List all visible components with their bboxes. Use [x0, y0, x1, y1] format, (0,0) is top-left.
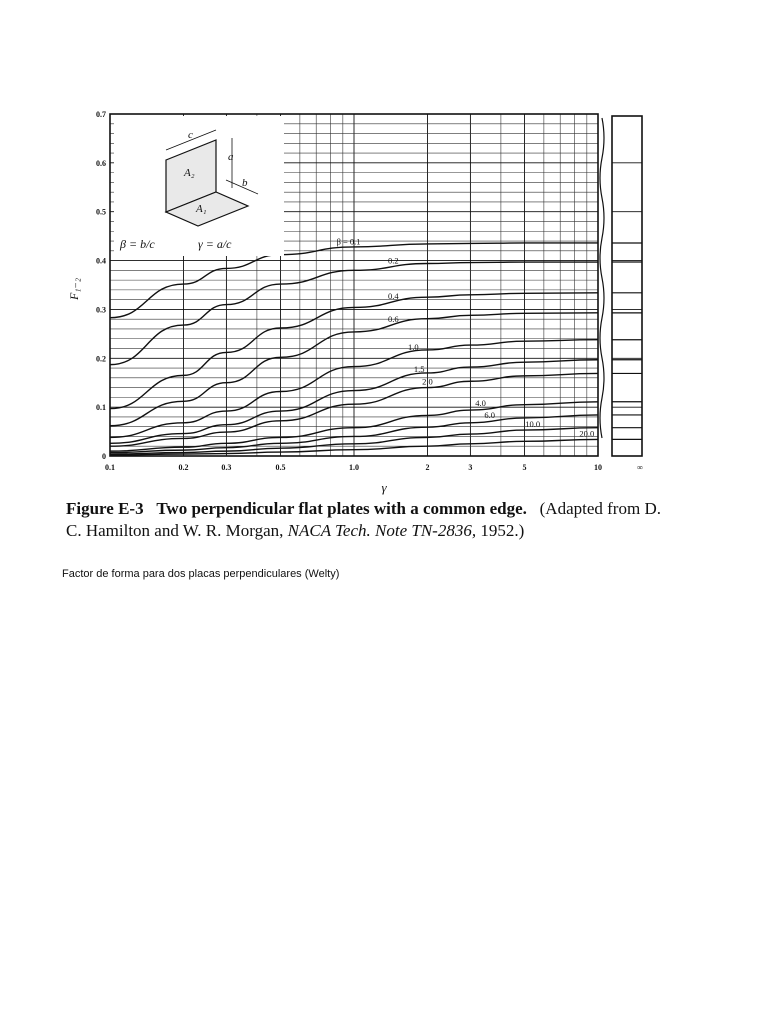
x-tick-label: 10 — [594, 463, 602, 472]
x-tick-label: ∞ — [637, 463, 643, 472]
curve-label: β = 0.1 — [336, 236, 361, 247]
inset-label: c — [188, 129, 193, 141]
y-tick-label: 0.2 — [96, 354, 106, 364]
curve-label: 20.0 — [579, 428, 595, 439]
curve-label: 4.0 — [475, 398, 486, 409]
x-tick-label: 0.2 — [178, 463, 189, 472]
curve-label: 10.0 — [525, 418, 541, 429]
curve-label: 0.2 — [388, 255, 399, 266]
curve-label: 0.4 — [388, 290, 399, 301]
figure-caption — [66, 498, 666, 542]
figure-source: (Adapted from D. C. Hamilton and W. R. Morgan, — [66, 499, 661, 540]
y-tick-label: 0.6 — [96, 158, 106, 168]
x-tick-label: 0.1 — [105, 463, 115, 472]
chart — [0, 0, 768, 500]
curve-label: 6.0 — [484, 410, 496, 421]
inset-label: A₁ — [196, 203, 207, 215]
infinity-panel — [600, 116, 642, 456]
gamma-definition: γ = a/c — [198, 237, 232, 251]
curve-label: 2.0 — [422, 376, 433, 387]
inset-label: a — [228, 151, 234, 163]
x-tick-label: 3 — [468, 463, 473, 472]
y-tick-label: 0.4 — [96, 256, 106, 266]
infinity-frame — [612, 116, 642, 456]
x-tick-label: 0.5 — [275, 463, 286, 472]
geometry-inset — [114, 116, 284, 256]
x-tick-label: 2 — [425, 463, 430, 472]
x-tick-label: 0.3 — [221, 463, 232, 472]
figure-note: Factor de forma para dos placas perpendiculares (Welty) — [62, 568, 340, 580]
y-axis-label: F₁₋₂ — [67, 277, 81, 300]
figure-source-italic: NACA Tech. Note TN-2836, — [287, 521, 477, 540]
curve-label: 1.0 — [407, 342, 419, 353]
curve-label: 1.5 — [413, 363, 425, 374]
curve-label: 0.6 — [388, 313, 399, 324]
y-tick-label: 0.5 — [96, 207, 106, 217]
figure-number: Figure E-3 — [66, 499, 144, 518]
inset-label: b — [242, 177, 248, 189]
x-tick-label: 1.0 — [349, 463, 359, 472]
y-tick-label: 0.3 — [96, 305, 106, 315]
beta-definition: β = b/c — [120, 237, 155, 251]
y-tick-label: 0 — [102, 452, 106, 461]
x-tick-label: 5 — [522, 463, 527, 472]
inset-label: A₂ — [184, 167, 195, 179]
axis-break-mark — [600, 118, 604, 438]
figure-title: Two perpendicular flat plates with a common edge. — [156, 499, 527, 518]
x-axis-label: γ — [381, 480, 387, 495]
y-tick-label: 0.7 — [96, 110, 106, 119]
figure-source-year: 1952.) — [480, 521, 525, 540]
y-tick-label: 0.1 — [96, 403, 106, 413]
